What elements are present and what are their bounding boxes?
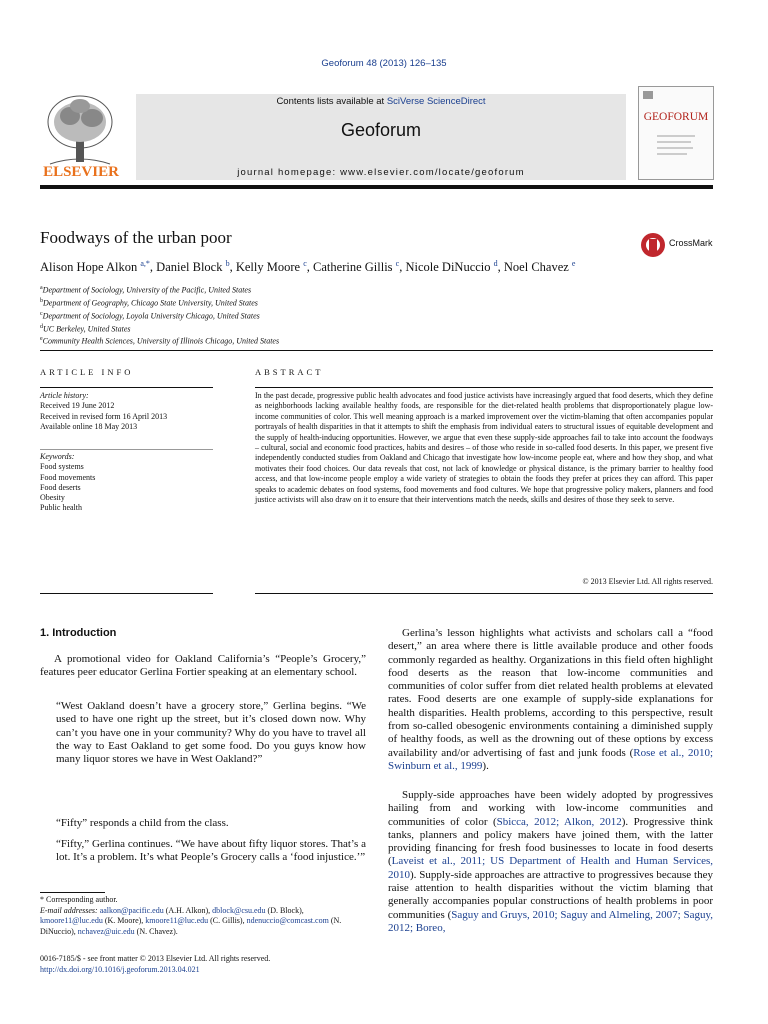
cover-title: GEOFORUM — [643, 111, 709, 123]
affiliation: $^c$Department of Sociology, Loyola University Chicago, United States — [40, 310, 260, 321]
homepage-prefix: journal homepage: — [237, 167, 341, 178]
journal-banner — [136, 94, 626, 180]
keywords-rule — [40, 449, 213, 450]
abstract-copyright: © 2013 Elsevier Ltd. All rights reserved. — [582, 577, 713, 586]
keyword: Public health — [40, 503, 82, 513]
homepage-link[interactable]: www.elsevier.com/locate/geoforum — [340, 167, 525, 178]
journal-cover-thumbnail — [638, 86, 714, 180]
author[interactable]: Nicole DiNuccio $^d$ — [405, 259, 498, 275]
corresponding-author-note: * Corresponding author. — [40, 895, 118, 904]
contents-prefix: Contents lists available at — [276, 96, 387, 107]
email-link[interactable]: nchavez@uic.edu — [77, 926, 135, 936]
received-date: Received 19 June 2012 — [40, 401, 115, 411]
article-info-heading: ARTICLE INFO — [40, 367, 134, 377]
footnote — [40, 895, 366, 937]
citation-link[interactable]: Saguy and Gruys, 2010; Saguy and Almeling, 2007; Saguy, 2012; Boreo, — [388, 908, 713, 934]
online-date: Available online 18 May 2013 — [40, 421, 138, 431]
footnote-rule — [40, 892, 105, 893]
keywords — [40, 452, 95, 514]
citation-link[interactable]: Laveist et al., 2011; US Department of Health and Human Services, 2010 — [388, 855, 713, 881]
crossmark-icon — [640, 232, 666, 258]
section-rule — [40, 350, 713, 351]
email-link[interactable]: aalkon@pacific.edu — [99, 905, 164, 915]
crossmark-badge[interactable] — [640, 232, 714, 256]
email-link[interactable]: ndenuccio@comcast.com — [246, 916, 329, 925]
elsevier-wordmark: ELSEVIER — [43, 164, 119, 180]
paragraph: A promotional video for Oakland California’s “People’s Grocery,” features peer educator Gerlina Fortier speaking at an elementary school. — [40, 653, 366, 679]
affiliation: $^a$Department of Sociology, University of the Pacific, United States — [40, 285, 252, 295]
front-matter — [40, 953, 366, 975]
email-link[interactable]: dblock@csu.edu — [212, 905, 266, 915]
paragraph: Gerlina’s lesson highlights what activists and scholars call a “food desert,” an area where there is little available produce and other foods commonly regarded as healthy. Organizations in this field often highlight food deserts as the reason that low-income communities and communities of color suffer from diet related health problems at elevated rates. Food deserts are one example of supply-side explanations for health disparities. Health problems, according to this perspective, result from so-called obesogenic environments containing a diminished supply of healthy foods, as well as the drowning out of these options by excess availability and/or advertising of fast and junk foods (Rose et al., 2010; Swinburn et al., 1999). — [388, 627, 714, 772]
contents-line — [136, 96, 626, 107]
journal-homepage — [136, 167, 626, 178]
quote: “Fifty” responds a child from the class. — [56, 817, 229, 829]
article-info-rule — [40, 387, 213, 388]
keywords-label: Keywords: — [40, 452, 75, 461]
keyword: Food movements — [40, 472, 96, 482]
abstract-text: In the past decade, progressive public health advocates and food justice activists have increasingly argued that food deserts, which they define as neighborhoods lacking available healthy foods, are responsible for the diet-related health problems that disproportionately plague low-income communities of color. This well meaning approach is a marked improvement over the victim-blaming that often accompanies popular portrayals of health disparities in that it attempts to shift the emphasis from individual eaters to structural issues of equitable development and the supply of health-inducing opportunities. However, we argue that even these supply-side approaches fail to take into account the foodways – cultural, social and economic food practices, habits and desires – of those who reside in so-called food deserts. In this paper, we present five independently conducted studies from Oakland and Chicago that investigate how low-income people eat, where and how they shop, and what motivates their food choices. Our data reveals that cost, not lack of knowledge or physical distance, is the primary barrier to healthy food access, and that low-income people employ a wide variety of strategies to obtain the foods they prefer at prices they can afford. This paper speaks to academic debates on food systems, food movements and food cultures. We hope that progressive policy makers, planners and food justice activists will also draw on it to ensure that their interventions match the needs, skills and desires of those they seek to serve. — [255, 391, 713, 505]
abstract-rule — [255, 387, 713, 388]
keyword: Obesity — [40, 493, 65, 503]
crossmark-label: CrossMark — [669, 238, 713, 248]
journal-citation[interactable]: Geoforum 48 (2013) 126–135 — [321, 58, 447, 69]
email-addresses: E-mail addresses: aalkon@pacific.edu (A.H. Alkon), dblock@csu.edu (D. Block), kmoore11@luc.edu (K. Moore), kmoore11@luc.edu (C. Gillis), ndenuccio@comcast.com (N. DiNuccio), nchavez@uic.edu (N. Chavez). — [40, 905, 342, 936]
sciencedirect-link[interactable]: SciVerse ScienceDirect — [386, 96, 486, 107]
history-label: Article history: — [40, 391, 89, 400]
author[interactable]: Noel Chavez $^e$ — [503, 259, 576, 275]
cover-elsevier-icon — [643, 91, 653, 99]
keyword: Food deserts — [40, 482, 81, 492]
issn-line: 0016-7185/$ - see front matter © 2013 Elsevier Ltd. All rights reserved. — [40, 954, 271, 963]
doi-link[interactable]: http://dx.doi.org/10.1016/j.geoforum.2013.04.021 — [40, 965, 200, 974]
email-link[interactable]: kmoore11@luc.edu — [145, 916, 209, 925]
section-heading-introduction: 1. Introduction — [40, 627, 117, 639]
author[interactable]: Kelly Moore $^c$ — [235, 259, 307, 275]
author[interactable]: Catherine Gillis $^c$ — [313, 259, 400, 275]
author[interactable]: Daniel Block $^b$ — [156, 259, 230, 275]
abstract-heading: ABSTRACT — [255, 367, 324, 377]
author-list: Alison Hope Alkon $^{a,*}$, Daniel Block $^b$, Kelly Moore $^c$, Catherine Gillis $^c$, Nicole DiNuccio $^d$, Noel Chavez $^e$ — [40, 259, 576, 275]
journal-name: Geoforum — [340, 120, 422, 140]
paragraph: Supply-side approaches have been widely adopted by progressives hailing from and working with low-income communities and communities of color (Sbicca, 2012; Alkon, 2012). Progressive think tanks, planners and policy makers have joined them, with the latter providing financing for fresh food businesses to locate in food deserts (Laveist et al., 2011; US Department of Health and Human Services, 2010). Supply-side approaches are attractive to progressives because they raise attention to health disparities without the victim blaming that generally accompanies popular constructions of health problems in poor communities (Saguy and Gruys, 2010; Saguy and Almeling, 2007; Saguy, 2012; Boreo, — [388, 789, 713, 934]
email-link[interactable]: kmoore11@luc.edu — [40, 916, 103, 925]
email-label: E-mail addresses: — [40, 905, 98, 915]
citation-link[interactable]: Sbicca, 2012; Alkon, 2012 — [496, 815, 622, 828]
header-rule — [40, 185, 713, 189]
elsevier-logo — [40, 92, 122, 180]
affiliation: $^e$Community Health Sciences, University of Illinois Chicago, United States — [40, 336, 280, 347]
affiliation: $^b$Department of Geography, Chicago State University, United States — [40, 297, 258, 308]
quote: “Fifty,” Gerlina continues. “We have about fifty liquor stores. That’s a lot. It’s a problem. It’s what People’s Grocery calls a ‘food injustice.’” — [56, 838, 366, 864]
abstract-bottom-rule — [255, 593, 713, 594]
article-info-bottom-rule — [40, 593, 213, 594]
keyword: Food systems — [40, 462, 84, 472]
affiliations — [40, 283, 279, 347]
citation-link[interactable]: Rose et al., 2010; Swinburn et al., 1999 — [388, 746, 714, 772]
author[interactable]: Alison Hope Alkon $^{a,*}$ — [40, 259, 150, 275]
article-history — [40, 391, 167, 432]
article-title: Foodways of the urban poor — [40, 228, 232, 247]
quote: “West Oakland doesn’t have a grocery store,” Gerlina begins. “We used to have one right up the street, but it’s closed down now. Why can’t you have one in your community? Why do you have to travel all the way to East Oakland to get some food. Do you guys know how many liquor stores we have in West Oakland?” — [56, 700, 366, 766]
revised-date: Received in revised form 16 April 2013 — [40, 411, 168, 421]
affiliation: $^d$UC Berkeley, United States — [40, 323, 131, 334]
